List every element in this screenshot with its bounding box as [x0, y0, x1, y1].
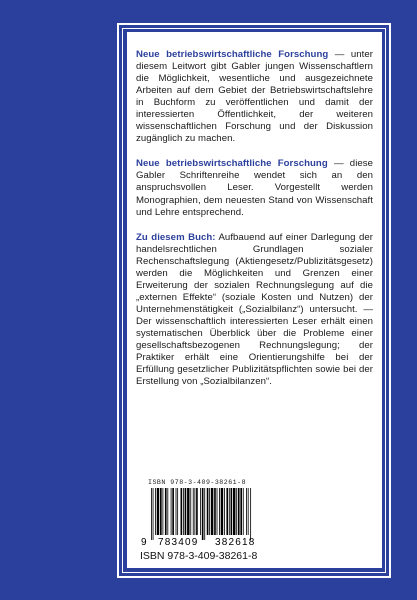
barcode-bar	[162, 488, 163, 535]
barcode-digit-lead: 9	[141, 537, 147, 546]
barcode-bar	[231, 488, 233, 535]
barcode-bar	[217, 488, 218, 535]
barcode-bar	[151, 488, 152, 540]
barcode-bar	[157, 488, 159, 535]
paragraph-about-book	[136, 232, 373, 389]
barcode-bar	[190, 488, 191, 535]
barcode-bar	[229, 488, 230, 535]
barcode-bar	[153, 488, 154, 540]
barcode-bar	[160, 488, 162, 535]
barcode-bar	[171, 488, 172, 535]
barcode-bar	[185, 488, 187, 535]
barcode-bar	[176, 488, 177, 535]
barcode-bar	[214, 488, 216, 535]
paragraph-series-audience	[136, 158, 373, 218]
barcode-bar	[236, 488, 237, 535]
barcode-bar	[250, 488, 251, 540]
barcode-bars	[139, 488, 279, 546]
paragraph-body: — unter diesem Leitwort gibt Gabler jungen Wissenschaftlern die Möglichkeit, wesentliche und ausgezeichnete Arbeiten auf dem Gebiet der Betriebswirtschaftslehre in Buchform zu veröffentlichen und damit der interessierten Öffentlichkeit, der weiteren wissenschaftlichen Forschung und der Diskussion zugänglich zu machen.	[136, 49, 373, 145]
barcode-bar	[183, 488, 184, 535]
paragraph-lead: Zu diesem Buch:	[136, 231, 216, 243]
barcode-bar	[219, 488, 220, 535]
barcode-bar	[233, 488, 235, 535]
paragraph-body: — diese Gabler Schriftenreihe wendet sich an den anspruchsvollen Leser. Vorgestellt werden Monographien, dem neuesten Stand von Wissenschaft und Lehre entsprechend.	[136, 158, 373, 218]
isbn-bottom-label: ISBN 978-3-409-38261-8	[140, 550, 258, 562]
isbn-barcode	[139, 479, 279, 562]
barcode-bar	[172, 488, 174, 535]
barcode-bar	[202, 488, 204, 540]
barcode-bar	[243, 488, 244, 535]
barcode-bar	[226, 488, 228, 535]
paragraph-lead: Neue betriebswirtschaftliche Forschung	[136, 158, 328, 170]
paragraph-body: Aufbauend auf einer Darlegung der handelsrechtlichen Grundlagen sozialer Rechenschaftslegung (Aktiengesetz/Publizitätsgesetz) werden die Möglichkeiten und Grenzen einer Erweiterung der sozialen Rechnungslegung auf die „externen Effekte“ (soziale Kosten und Nutzen) der Unternehmenstätigkeit („Sozialbilanz“) untersucht. — Der wissenschaftlich interessierten Leser erhält einen systematischen Überblick über die Probleme einer gesellschaftsbezogenen Rechnungslegung; der Praktiker erhält eine Orientierungshilfe bei der Erfüllung gesetzlicher Publizitätspflichten sowie bei der Erstellung von „Sozialbilanzen“.	[136, 231, 373, 388]
barcode-bar	[240, 488, 242, 535]
barcode-bar	[167, 488, 168, 535]
barcode-bar	[248, 488, 249, 535]
paragraph-series-intro	[136, 49, 373, 145]
barcode-bar	[177, 488, 178, 535]
barcode-bar	[193, 488, 194, 535]
paragraph-lead: Neue betriebswirtschaftliche Forschung	[136, 49, 329, 60]
barcode-bar	[194, 488, 195, 535]
barcode-bar	[155, 488, 156, 535]
barcode-bar	[221, 488, 223, 535]
barcode-bar	[224, 488, 225, 535]
barcode-bar	[165, 488, 167, 535]
barcode-bar	[211, 488, 213, 535]
barcode-bar	[196, 488, 198, 535]
barcode-digits-right: 382618	[215, 537, 256, 546]
barcode-bar	[204, 488, 205, 540]
barcode-bar	[209, 488, 210, 535]
barcode-bar	[238, 488, 240, 535]
barcode-bar	[246, 488, 247, 535]
barcode-digits-left: 783409	[158, 537, 199, 546]
isbn-top-label: ISBN 978-3-409-38261-8	[148, 479, 247, 486]
barcode-bar	[207, 488, 209, 535]
barcode-bar	[187, 488, 189, 535]
barcode-bar	[200, 488, 201, 535]
barcode-bar	[181, 488, 183, 535]
